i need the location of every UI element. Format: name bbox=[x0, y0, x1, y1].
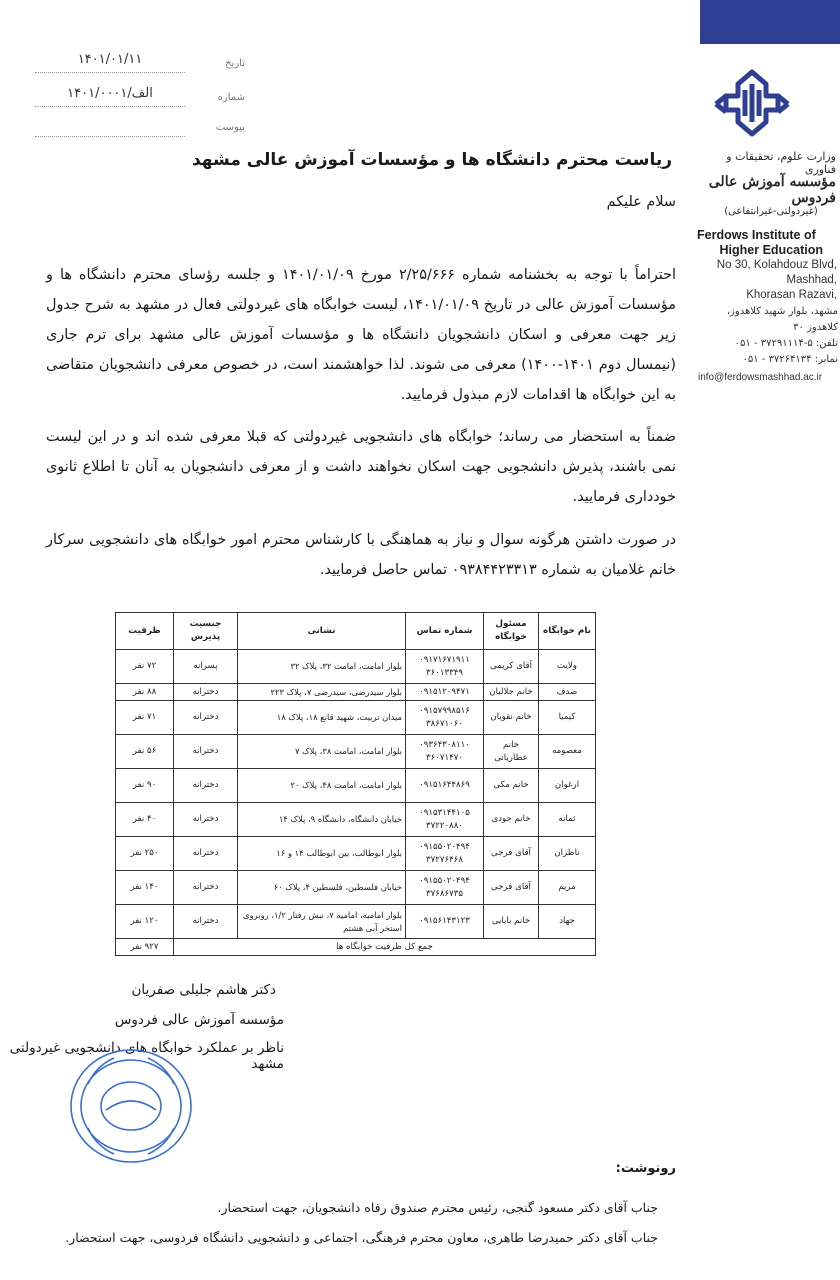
cell-dorm-name: مریم bbox=[539, 871, 596, 905]
phone-landline: ۳۶۰۱۳۳۴۹ bbox=[426, 667, 463, 678]
signatory-institute: مؤسسه آموزش عالی فردوس bbox=[114, 1012, 284, 1028]
cell-address: میدان تربیت، شهید قانع ۱۸، پلاک ۱۸ bbox=[238, 701, 406, 735]
cell-gender: پسرانه bbox=[174, 650, 238, 684]
phone-mobile: ۰۹۱۵۱۶۴۴۸۶۹ bbox=[419, 780, 470, 790]
cell-capacity: ۱۲۰ نفر bbox=[116, 905, 174, 939]
header-phone: شماره تماس bbox=[406, 613, 484, 650]
phone-landline: ۳۸۶۷۱۰۶۰ bbox=[426, 718, 463, 729]
letter-paragraph-2: ضمناً به استحضار می رساند؛ خوابگاه های دانشجویی غیردولتی که قبلا معرفی شده اند و در این لیست نمی باشند، پذیرش دانشجویی جهت اسکان نخواهند داشت و از معرفی دانشجویان به آنان تا اطلاع ثانوی خودداری فرمایید. bbox=[46, 429, 676, 505]
cell-address: بلوار امامت، امامت ۳۸، پلاک ۷ bbox=[238, 735, 406, 769]
cell-manager: خانم نقویان bbox=[484, 701, 539, 735]
address-en bbox=[697, 258, 837, 303]
official-stamp bbox=[66, 1044, 196, 1168]
cell-address: بلوار سیدرضی، سیدرضی ۷، پلاک ۲۲۳ bbox=[238, 684, 406, 701]
cell-dorm-name: کیمیا bbox=[539, 701, 596, 735]
table-row bbox=[116, 769, 596, 803]
phone-mobile: ۰۹۱۵۷۹۹۸۵۱۶ bbox=[419, 705, 470, 716]
header-dorm-name: نام خوابگاه bbox=[539, 613, 596, 650]
phone-landline: ۳۷۶۸۶۷۳۵ bbox=[426, 888, 463, 899]
cell-phone bbox=[406, 701, 484, 735]
signatory-role: ناظر بر عملکرد خوابگاه های دانشجویی غیردولتی مشهد bbox=[9, 1040, 284, 1072]
cell-dorm-name: معصومه bbox=[539, 735, 596, 769]
cell-manager: خانم عطاریانی bbox=[484, 735, 539, 769]
cell-dorm-name: صدف bbox=[539, 684, 596, 701]
phone-landline: ۳۶۰۷۱۴۷۰ bbox=[426, 752, 463, 763]
signatory-name: دکتر هاشم جلیلی صفریان bbox=[131, 982, 276, 998]
cc-line-1: جناب آقای دکتر مسعود گنجی، رئیس محترم صندوق رفاه دانشجویان، جهت استحضار. bbox=[217, 1200, 658, 1215]
fax-fa: نمابر: ۳۷۲۶۴۱۳۴ - ۰۵۱ bbox=[742, 354, 838, 365]
cell-phone bbox=[406, 769, 484, 803]
phone-mobile: ۰۹۱۵۵۰۲۰۴۹۴ bbox=[419, 875, 470, 886]
table-row bbox=[116, 837, 596, 871]
cell-capacity: ۷۱ نفر bbox=[116, 701, 174, 735]
cell-manager: خانم جلالیان bbox=[484, 684, 539, 701]
phone-mobile: ۰۹۱۵۵۰۲۰۴۹۴ bbox=[419, 841, 470, 852]
phone-mobile: ۰۹۱۵۶۱۴۳۱۲۳ bbox=[419, 916, 470, 926]
cell-capacity: ۱۴۰ نفر bbox=[116, 871, 174, 905]
cell-dorm-name: ولایت bbox=[539, 650, 596, 684]
attachment-label: پیوست bbox=[215, 122, 245, 133]
cell-address: خیابان دانشگاه، دانشگاه ۹، پلاک ۱۴ bbox=[238, 803, 406, 837]
table-row bbox=[116, 905, 596, 939]
letter-paragraph-1: احتراماً با توجه به بخشنامه شماره ۲/۲۵/۶۶۶ مورخ ۱۴۰۱/۰۱/۰۹ و جلسه رؤسای محترم دانشگاه ها و مؤسسات آموزش عالی در تاریخ ۱۴۰۱/۰۱/۰۹، لیست خوابگاه های غیردولتی فعال در مشهد به شرح جدول زیر جهت معرفی و اسکان دانشجویان دانشگاه ها و مؤسسات آموزش عالی مشهد برای ترم جاری (نیمسال دوم ۱۴۰۱-۱۴۰۰) معرفی می شوند. لذا خواهشمند است، در خصوص معرفی دانشجویان متقاضی به این خوابگاه ها اقدامات لازم مبذول فرمایید. bbox=[46, 267, 677, 403]
attachment-dotted-line bbox=[35, 136, 185, 137]
header-manager: مسئول خوابگاه bbox=[484, 613, 539, 650]
cell-gender: دخترانه bbox=[174, 769, 238, 803]
cell-address: بلوار امامت، امامت ۴۸، پلاک ۲۰ bbox=[238, 769, 406, 803]
cell-phone bbox=[406, 837, 484, 871]
phone-landline: ۳۷۲۷۶۴۶۸ bbox=[426, 854, 463, 865]
table-row bbox=[116, 650, 596, 684]
table-row bbox=[116, 871, 596, 905]
cell-capacity: ۹۰ نفر bbox=[116, 769, 174, 803]
cell-dorm-name: ناظران bbox=[539, 837, 596, 871]
cell-capacity: ۲۵۰ نفر bbox=[116, 837, 174, 871]
cell-gender: دخترانه bbox=[174, 701, 238, 735]
cc-line-2: جناب آقای دکتر حمیدرضا طاهری، معاون محترم فرهنگی، اجتماعی و دانشجویی دانشگاه فردوسی، جهت استحضار. bbox=[65, 1230, 658, 1245]
cc-title: رونوشت: bbox=[615, 1161, 676, 1176]
cell-phone bbox=[406, 905, 484, 939]
cell-gender: دخترانه bbox=[174, 871, 238, 905]
cell-gender: دخترانه bbox=[174, 837, 238, 871]
header-address: نشانی bbox=[238, 613, 406, 650]
cell-manager: خانم بابایی bbox=[484, 905, 539, 939]
cell-phone bbox=[406, 650, 484, 684]
address-fa bbox=[698, 304, 838, 368]
letter-recipient: ریاست محترم دانشگاه ها و مؤسسات آموزش عالی مشهد bbox=[191, 150, 672, 170]
table-row bbox=[116, 735, 596, 769]
cell-gender: دخترانه bbox=[174, 905, 238, 939]
header-accent-bar bbox=[700, 0, 840, 44]
cell-manager: خانم جودی bbox=[484, 803, 539, 837]
date-field bbox=[35, 52, 245, 74]
address-fa-line2: کلاهدوز ۳۰ bbox=[793, 322, 838, 333]
institute-name-en-line1: Ferdows Institute of bbox=[697, 228, 816, 242]
address-en-line3: Khorasan Razavi, bbox=[746, 289, 837, 301]
header-capacity: ظرفیت bbox=[116, 613, 174, 650]
date-dotted-line bbox=[35, 72, 185, 73]
number-dotted-line bbox=[35, 106, 185, 107]
cell-manager: آقای کریمی bbox=[484, 650, 539, 684]
date-value: ۱۴۰۱/۰۱/۱۱ bbox=[77, 52, 143, 67]
institute-name-en-line2: Higher Education bbox=[719, 243, 823, 257]
total-capacity: ۹۲۷ نفر bbox=[116, 939, 174, 956]
dormitory-table bbox=[115, 612, 596, 956]
header-gender: جنسیت پذیرش bbox=[174, 613, 238, 650]
phone-mobile: ۰۹۱۵۳۱۴۴۱۰۵ bbox=[419, 807, 470, 818]
cell-gender: دخترانه bbox=[174, 684, 238, 701]
institute-name-fa: مؤسسه آموزش عالی فردوس bbox=[708, 174, 836, 206]
cell-capacity: ۸۸ نفر bbox=[116, 684, 174, 701]
letter-greeting: سلام علیکم bbox=[606, 194, 676, 210]
cell-phone bbox=[406, 803, 484, 837]
table-row bbox=[116, 701, 596, 735]
cell-address: بلوار امامت، امامت ۳۲، پلاک ۳۲ bbox=[238, 650, 406, 684]
date-label: تاریخ bbox=[225, 58, 245, 69]
cell-manager: آقای فرجی bbox=[484, 871, 539, 905]
phone-mobile: ۰۹۱۵۱۲۰۹۴۷۱ bbox=[419, 686, 470, 697]
cell-dorm-name: ارغوان bbox=[539, 769, 596, 803]
phone-mobile: ۰۹۱۷۱۶۷۱۹۱۱ bbox=[419, 654, 470, 665]
phone-fa: تلفن: ۵-۳۷۲۹۱۱۱۴ - ۰۵۱ bbox=[734, 338, 838, 349]
cell-phone bbox=[406, 735, 484, 769]
table-row bbox=[116, 803, 596, 837]
table-header-row bbox=[116, 613, 596, 650]
number-field bbox=[35, 86, 245, 108]
institute-name-en bbox=[697, 228, 837, 258]
cell-address: بلوار امامیه، امامیه ۷، نبش رفتار ۱/۲، روبروی استخر آبی هشتم bbox=[238, 905, 406, 939]
institute-type-fa: (غیردولتی-غیرانتفاعی) bbox=[724, 206, 818, 217]
address-en-line1: No 30, Kolahdouz Blvd, bbox=[716, 259, 837, 271]
total-label: جمع کل ظرفیت خوابگاه ها bbox=[174, 939, 596, 956]
cell-phone bbox=[406, 871, 484, 905]
cell-dorm-name: جهاد bbox=[539, 905, 596, 939]
table-row bbox=[116, 684, 596, 701]
cell-capacity: ۷۲ نفر bbox=[116, 650, 174, 684]
cell-gender: دخترانه bbox=[174, 803, 238, 837]
cell-manager: آقای فرجی bbox=[484, 837, 539, 871]
cell-capacity: ۴۰ نفر bbox=[116, 803, 174, 837]
ministry-name: وزارت علوم، تحقیقات و فناوری bbox=[726, 150, 836, 176]
phone-landline: ۳۷۲۲۰۸۸۰ bbox=[426, 820, 463, 831]
address-en-line2: Mashhad, bbox=[786, 274, 837, 286]
address-fa-line1: مشهد، بلوار شهید کلاهدوز، bbox=[726, 306, 838, 317]
cell-address: خیابان فلسطین، فلسطین ۴، پلاک ۶۰ bbox=[238, 871, 406, 905]
email-link[interactable]: info@ferdowsmashhad.ac.ir bbox=[698, 372, 823, 383]
number-label: شماره bbox=[217, 92, 245, 103]
cell-address: بلوار ابوطالب، بین ابوطالب ۱۴ و ۱۶ bbox=[238, 837, 406, 871]
institution-logo bbox=[712, 66, 792, 140]
cell-manager: خانم مکی bbox=[484, 769, 539, 803]
letter-paragraph-3: در صورت داشتن هرگونه سوال و نیاز به هماهنگی با کارشناس محترم امور خوابگاه های دانشجویی سرکار خانم غلامیان به شماره ۰۹۳۸۴۴۲۳۳۱۳ تماس حاصل فرمایید. bbox=[46, 532, 676, 578]
number-value: ۱۴۰۱/الف/۰۰۰۱ bbox=[67, 86, 153, 101]
cell-gender: دخترانه bbox=[174, 735, 238, 769]
table-total-row bbox=[116, 939, 596, 956]
cell-capacity: ۵۶ نفر bbox=[116, 735, 174, 769]
cell-dorm-name: ثمانه bbox=[539, 803, 596, 837]
cell-phone bbox=[406, 684, 484, 701]
phone-mobile: ۰۹۳۶۴۳۰۸۱۱۰ bbox=[419, 739, 470, 750]
attachment-field bbox=[35, 120, 245, 138]
